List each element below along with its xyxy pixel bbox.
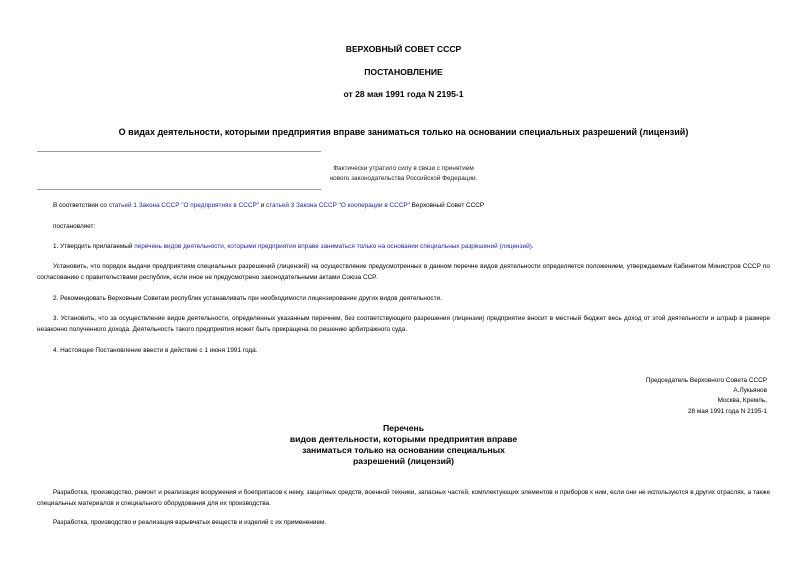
item-1-prefix: 1. Утвердить прилагаемый	[53, 243, 135, 250]
list-item-1: Разработка, производство, ремонт и реализация вооружения и боеприпасов к нему, защитных средств, военной техники, запасных частей, комплектующих элементов и приборов к ним, если они не используются в других отраслях, а также специальных материалов и специального оборудования для их производства.	[37, 489, 770, 508]
preamble-mid: и	[258, 202, 267, 209]
status-note-line1: Фактически утратило силу в связи с принятием	[333, 165, 474, 172]
signing-date-number: 28 мая 1991 года N 2195-1	[687, 407, 767, 415]
list-title	[0, 423, 807, 467]
activity-list-link[interactable]: перечень видов деятельности, которыми предприятия вправе заниматься только на основании специальных разрешений (лицензий)	[134, 243, 532, 250]
preamble-prefix: В соответствии со	[53, 202, 109, 209]
law-cooperation-link[interactable]: статьей 3 Закона СССР "О кооперации в СССР"	[266, 202, 410, 209]
item-4: 4. Настоящее Постановление ввести в действие с 1 июня 1991 года.	[53, 347, 258, 354]
item-3: 3. Установить, что за осуществление видов деятельности, определенных указанным перечнем, без соответствующего разрешения (лицензии) предприятие вносит в местный бюджет весь доход от этой деятельности и штраф в размере незаконно полученного дохода. Деятельность такого предприятия может быть прекращена по решению арбитражного суда.	[37, 315, 770, 334]
item-1	[37, 241, 770, 252]
item-2: 2. Рекомендовать Верховным Советам республик устанавливать при необходимости лицензирование других видов деятельности.	[53, 295, 442, 302]
document-type: ПОСТАНОВЛЕНИЕ	[364, 67, 443, 77]
status-note-line2: нового законодательства Российской Федерации.	[329, 175, 478, 182]
signature-block	[646, 376, 767, 417]
list-title-line4: разрешений (лицензий)	[352, 456, 455, 466]
list-title-line2: видов деятельности, которыми предприятия вправе	[289, 434, 518, 444]
procedure-paragraph: Установить, что порядок выдачи предприятиям специальных разрешений (лицензий) на осуществление предусмотренных в данном перечне видов деятельности определяется положением, утверждаемым Кабинетом Министров СССР по согласованию с правительствами республик, если иное не предусмотрено законодательными актами Союза ССР.	[37, 263, 770, 282]
signatory-position: Председатель Верховного Совета СССР	[645, 377, 767, 384]
item-1-suffix: .	[531, 243, 534, 250]
resolves-text: постановляет:	[53, 223, 96, 230]
preamble-suffix: Верховный Совет СССР	[409, 202, 485, 209]
document-title: О видах деятельности, которыми предприятия вправе заниматься только на основании специальных разрешений (лицензий)	[118, 127, 689, 137]
document-date-number: от 28 мая 1991 года N 2195-1	[343, 89, 464, 99]
status-note	[37, 164, 770, 184]
issuing-authority: ВЕРХОВНЫЙ СОВЕТ СССР	[345, 44, 462, 54]
signatory-name: А.Лукьянов	[733, 387, 767, 395]
list-item-2: Разработка, производство и реализация взрывчатых веществ и изделий с их применением.	[53, 519, 327, 526]
list-title-line1: Перечень	[382, 423, 424, 433]
preamble	[37, 200, 770, 211]
law-enterprises-link[interactable]: статьей 1 Закона СССР "О предприятиях в СССР"	[108, 202, 259, 209]
list-title-line3: заниматься только на основании специальных	[302, 445, 505, 455]
divider-top	[37, 151, 321, 152]
signing-place: Москва, Кремль,	[717, 397, 767, 405]
divider-bottom	[37, 189, 321, 190]
